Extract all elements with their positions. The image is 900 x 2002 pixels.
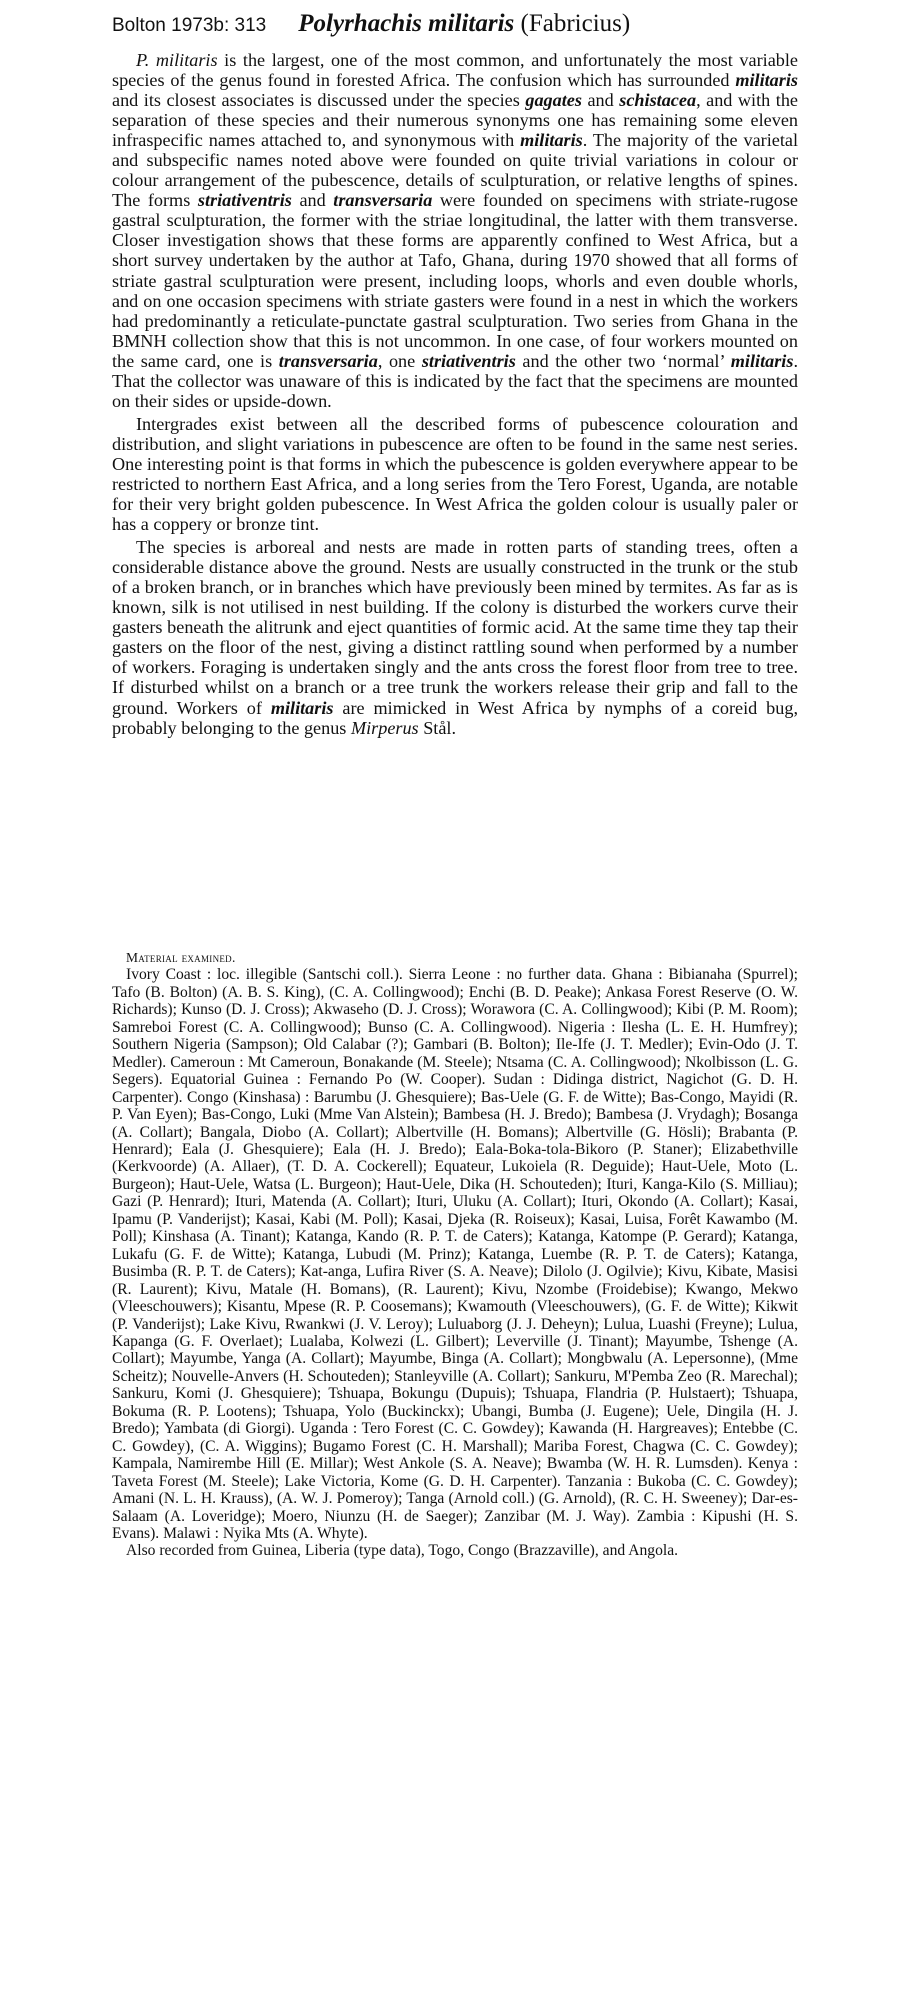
species-author: (Fabricius) <box>520 10 631 37</box>
text-run: Stål. <box>418 717 457 738</box>
species-ref: striativentris <box>421 350 516 371</box>
species-title <box>298 10 630 38</box>
page-header <box>112 10 792 50</box>
text-run: and the other two ‘normal’ <box>515 350 731 371</box>
text-run: . That the collector was unaware of this is indicated by the fact that the specimens are mounted on their sides or upside-down. <box>112 350 798 411</box>
text-run: were founded on specimens with striate-rugose gastral sculpturation, the former with the striae longitudinal, the latter with them transverse. Closer investigation shows that these forms are apparently confined to West Africa, but a short survey undertaken by the author at Tafo, Ghana, during 1970 showed that all forms of striate gastral sculpturation were present, including loops, whorls and even double whorls, and on one occasion specimens with striate gasters were found in a nest in which the workers had predominantly a reticulate-punctate gastral sculpturation. Two series from Ghana in the BMNH collection show that this is not uncommon. In one case, of four workers mounted on the same card, one is <box>112 190 798 371</box>
also-recorded-note: Also recorded from Guinea, Liberia (type data), Togo, Congo (Brazzaville), and Angola. <box>126 1542 679 1560</box>
main-text <box>112 50 798 738</box>
species-ref: striativentris <box>197 190 292 211</box>
paragraph-biology <box>112 537 798 737</box>
citation: Bolton 1973b: 313 <box>112 15 267 36</box>
genus-ref: Mirperus <box>350 717 419 738</box>
text-run: . The majority of the varietal and subspecific names noted above were founded on quite trivial variations in colour or colour arrangement of the pubescence, details of sculpturation, or relative lengths of spines. The forms <box>112 130 798 211</box>
text-run: and <box>291 190 334 211</box>
text-run: , one <box>377 350 422 371</box>
text-run: is the largest, one of the most common, and unfortunately the most variable species of the genus found in forested Africa. The confusion which has surrounded <box>112 50 798 91</box>
species-ref: transversaria <box>278 350 378 371</box>
paragraph-taxonomy <box>112 50 798 411</box>
material-examined-section <box>112 949 798 1560</box>
text-run: are mimicked in West Africa by nymphs of a coreid bug, probably belonging to the genus <box>112 697 798 738</box>
text-run: and its closest associates is discussed under the species <box>112 90 526 111</box>
material-records: Ivory Coast : loc. illegible (Santschi coll.). Sierra Leone : no further data. Ghana : Bibianaha (Spurrel); Tafo (B. Bolton) (A. B. S. King), (C. A. Collingwood); Enchi (B. D. Peake); Ankasa Forest Reserve (O. W. Richards); Kunso (D. J. Cross); Akwaseho (D. J. Cross); Worawora (C. A. Collingwood); Kibi (P. M. Room); Samreboi Forest (C. A. Collingwood); Bunso (C. A. Collingwood). Nigeria : Ilesha (L. E. H. Humfrey); Southern Nigeria (Sampson); Old Calabar (?); Gambari (B. Bolton); Ile-Ife (J. T. Medler); Evin-Odo (J. T. Medler). Cameroun : Mt Cameroun, Bonakande (M. Steele); Ntsama (C. A. Collingwood); Nkolbisson (L. G. Segers). Equatorial Guinea : Fernando Po (W. Cooper). Sudan : Didinga district, Nagichot (G. D. H. Carpenter). Congo (Kinshasa) : Barumbu (J. Ghesquiere); Bas-Uele (G. F. de Witte); Bas-Congo, Mayidi (R. P. Van Eyen); Bas-Congo, Luki (Mme Van Alstein); Bambesa (H. J. Bredo); Bambesa (J. Vrydagh); Bosanga (A. Collart); Bangala, Diobo (A. Collart); Albertville (H. Bomans); Albertville (G. Hösli); Brabanta (P. Henrard); Eala (J. Ghesquiere); Eala (H. J. Bredo); Eala-Boka-tola-Bikoro (P. Staner); Elizabethville (Kerkvoorde) (A. Allaer), (T. D. A. Cockerell); Equateur, Lukoiela (R. Deguide); Haut-Uele, Moto (L. Burgeon); Haut-Uele, Watsa (L. Burgeon); Haut-Uele, Dika (H. Schouteden); Ituri, Kanga-Kilo (S. Milliau); Gazi (P. Henrard); Ituri, Matenda (A. Collart); Ituri, Uluku (A. Collart); Ituri, Okondo (A. Collart); Kasai, Ipamu (P. Vanderijst); Kasai, Kabi (M. Poll); Kasai, Djeka (R. Roiseux); Kasai, Luisa, Forêt Kawambo (M. Poll); Kinshasa (A. Tinant); Katanga, Kando (R. P. T. de Caters); Katanga, Katompe (P. Gerard); Katanga, Lukafu (G. F. de Witte); Katanga, Lubudi (M. Prinz); Katanga, Luembe (R. P. T. de Caters); Katanga, Busimba (R. P. T. de Caters); Kat-anga, Lufira River (S. A. Neave); Dilolo (J. Ogilvie); Kivu, Kibate, Masisi (R. Laurent); Kivu, Matale (H. Bomans), (R. Laurent); Kivu, Nzombe (Froidebise); Kwango, Mekwo (Vleeschouwers); Kisantu, Mpese (R. P. Coosemans); Kwamouth (Vleeschouwers), (G. F. de Witte); Kikwit (P. Vanderijst); Lake Kivu, Rwankwi (J. V. Leroy); Luluaborg (J. J. Deheyn); Lulua, Luashi (Freyne); Lulua, Kapanga (G. F. Overlaet); Lualaba, Kolwezi (L. Gilbert); Leverville (J. Tinant); Mayumbe, Tshenge (A. Collart); Mayumbe, Yanga (A. Collart); Mayumbe, Binga (A. Collart); Mongbwalu (A. Lepersonne), (Mme Scheitz); Nouvelle-Anvers (H. Schouteden); Stanleyville (A. Collart); Sankuru, M'Pemba Zeo (R. Marechal); Sankuru, Komi (J. Ghesquiere); Tshuapa, Bokungu (Dupuis); Tshuapa, Flandria (P. Hulstaert); Tshuapa, Bokuma (R. P. Lootens); Tshuapa, Yolo (Buckinckx); Ubangi, Bumba (J. Eugene); Uele, Dingila (H. J. Bredo); Yambata (di Giorgi). Uganda : Tero Forest (C. C. Gowdey); Kawanda (H. Hargreaves); Entebbe (C. C. Gowdey), (C. A. Wiggins); Bugamo Forest (C. H. Marshall); Mariba Forest, Chagwa (C. C. Gowdey); Kampala, Namirembe Hill (E. Millar); West Ankole (S. A. Neave); Bwamba (W. H. R. Lumsden). Kenya : Taveta Forest (M. Steele); Lake Victoria, Kome (G. D. H. Carpenter). Tanzania : Bukoba (C. C. Gowdey); Amani (N. L. H. Krauss), (A. W. J. Pomeroy); Tanga (Arnold coll.) (G. Arnold), (R. C. H. Sweeney); Dar-es-Salaam (A. Loveridge); Moero, Niunzu (H. de Saeger); Zanzibar (M. J. Way). Zambia : Kipushi (H. S. Evans). Malawi : Nyika Mts (A. Whyte). <box>112 966 798 1542</box>
species-ref: schistacea <box>619 90 697 111</box>
species-ref: militaris <box>270 697 334 718</box>
species-ref: militaris <box>730 350 794 371</box>
text-run: , and with the separation of these species and their numerous synonyms one has remaining some eleven infraspecific names attached to, and synonymous with <box>112 90 798 151</box>
species-ref: transversaria <box>333 190 433 211</box>
species-ref: militaris <box>520 130 583 151</box>
species-abbrev: P. militaris <box>136 50 218 70</box>
paragraph-pubescence: Intergrades exist between all the described forms of pubescence colouration and distribution, and slight variations in pubescence are often to be found in the same nest series. One interesting point is that forms in which the pubescence is golden everywhere appear to be restricted to northern East Africa, and a long series from the Tero Forest, Uganda, are notable for their very bright golden pubescence. In West Africa the golden colour is usually paler or has a coppery or bronze tint. <box>112 413 798 535</box>
text-run: and <box>581 90 620 111</box>
text-run: The species is arboreal and nests are made in rotten parts of standing trees, often a considerable distance above the ground. Nests are usually constructed in the trunk or the stub of a broken branch, or in branches which have previously been mined by termites. As far as is known, silk is not utilised in nest building. If the colony is disturbed the workers curve their gasters beneath the alitrunk and eject quantities of formic acid. At the same time they tap their gasters on the floor of the nest, giving a distinct rattling sound when performed by a number of workers. Foraging is undertaken singly and the ants cross the forest floor from tree to tree. If disturbed whilst on a branch or a tree trunk the workers release their grip and fall to the ground. Workers of <box>112 537 798 718</box>
species-name: Polyrhachis militaris <box>298 10 515 37</box>
material-heading: Material examined. <box>126 950 236 965</box>
species-ref: gagates <box>525 90 582 111</box>
species-ref: militaris <box>735 70 798 91</box>
